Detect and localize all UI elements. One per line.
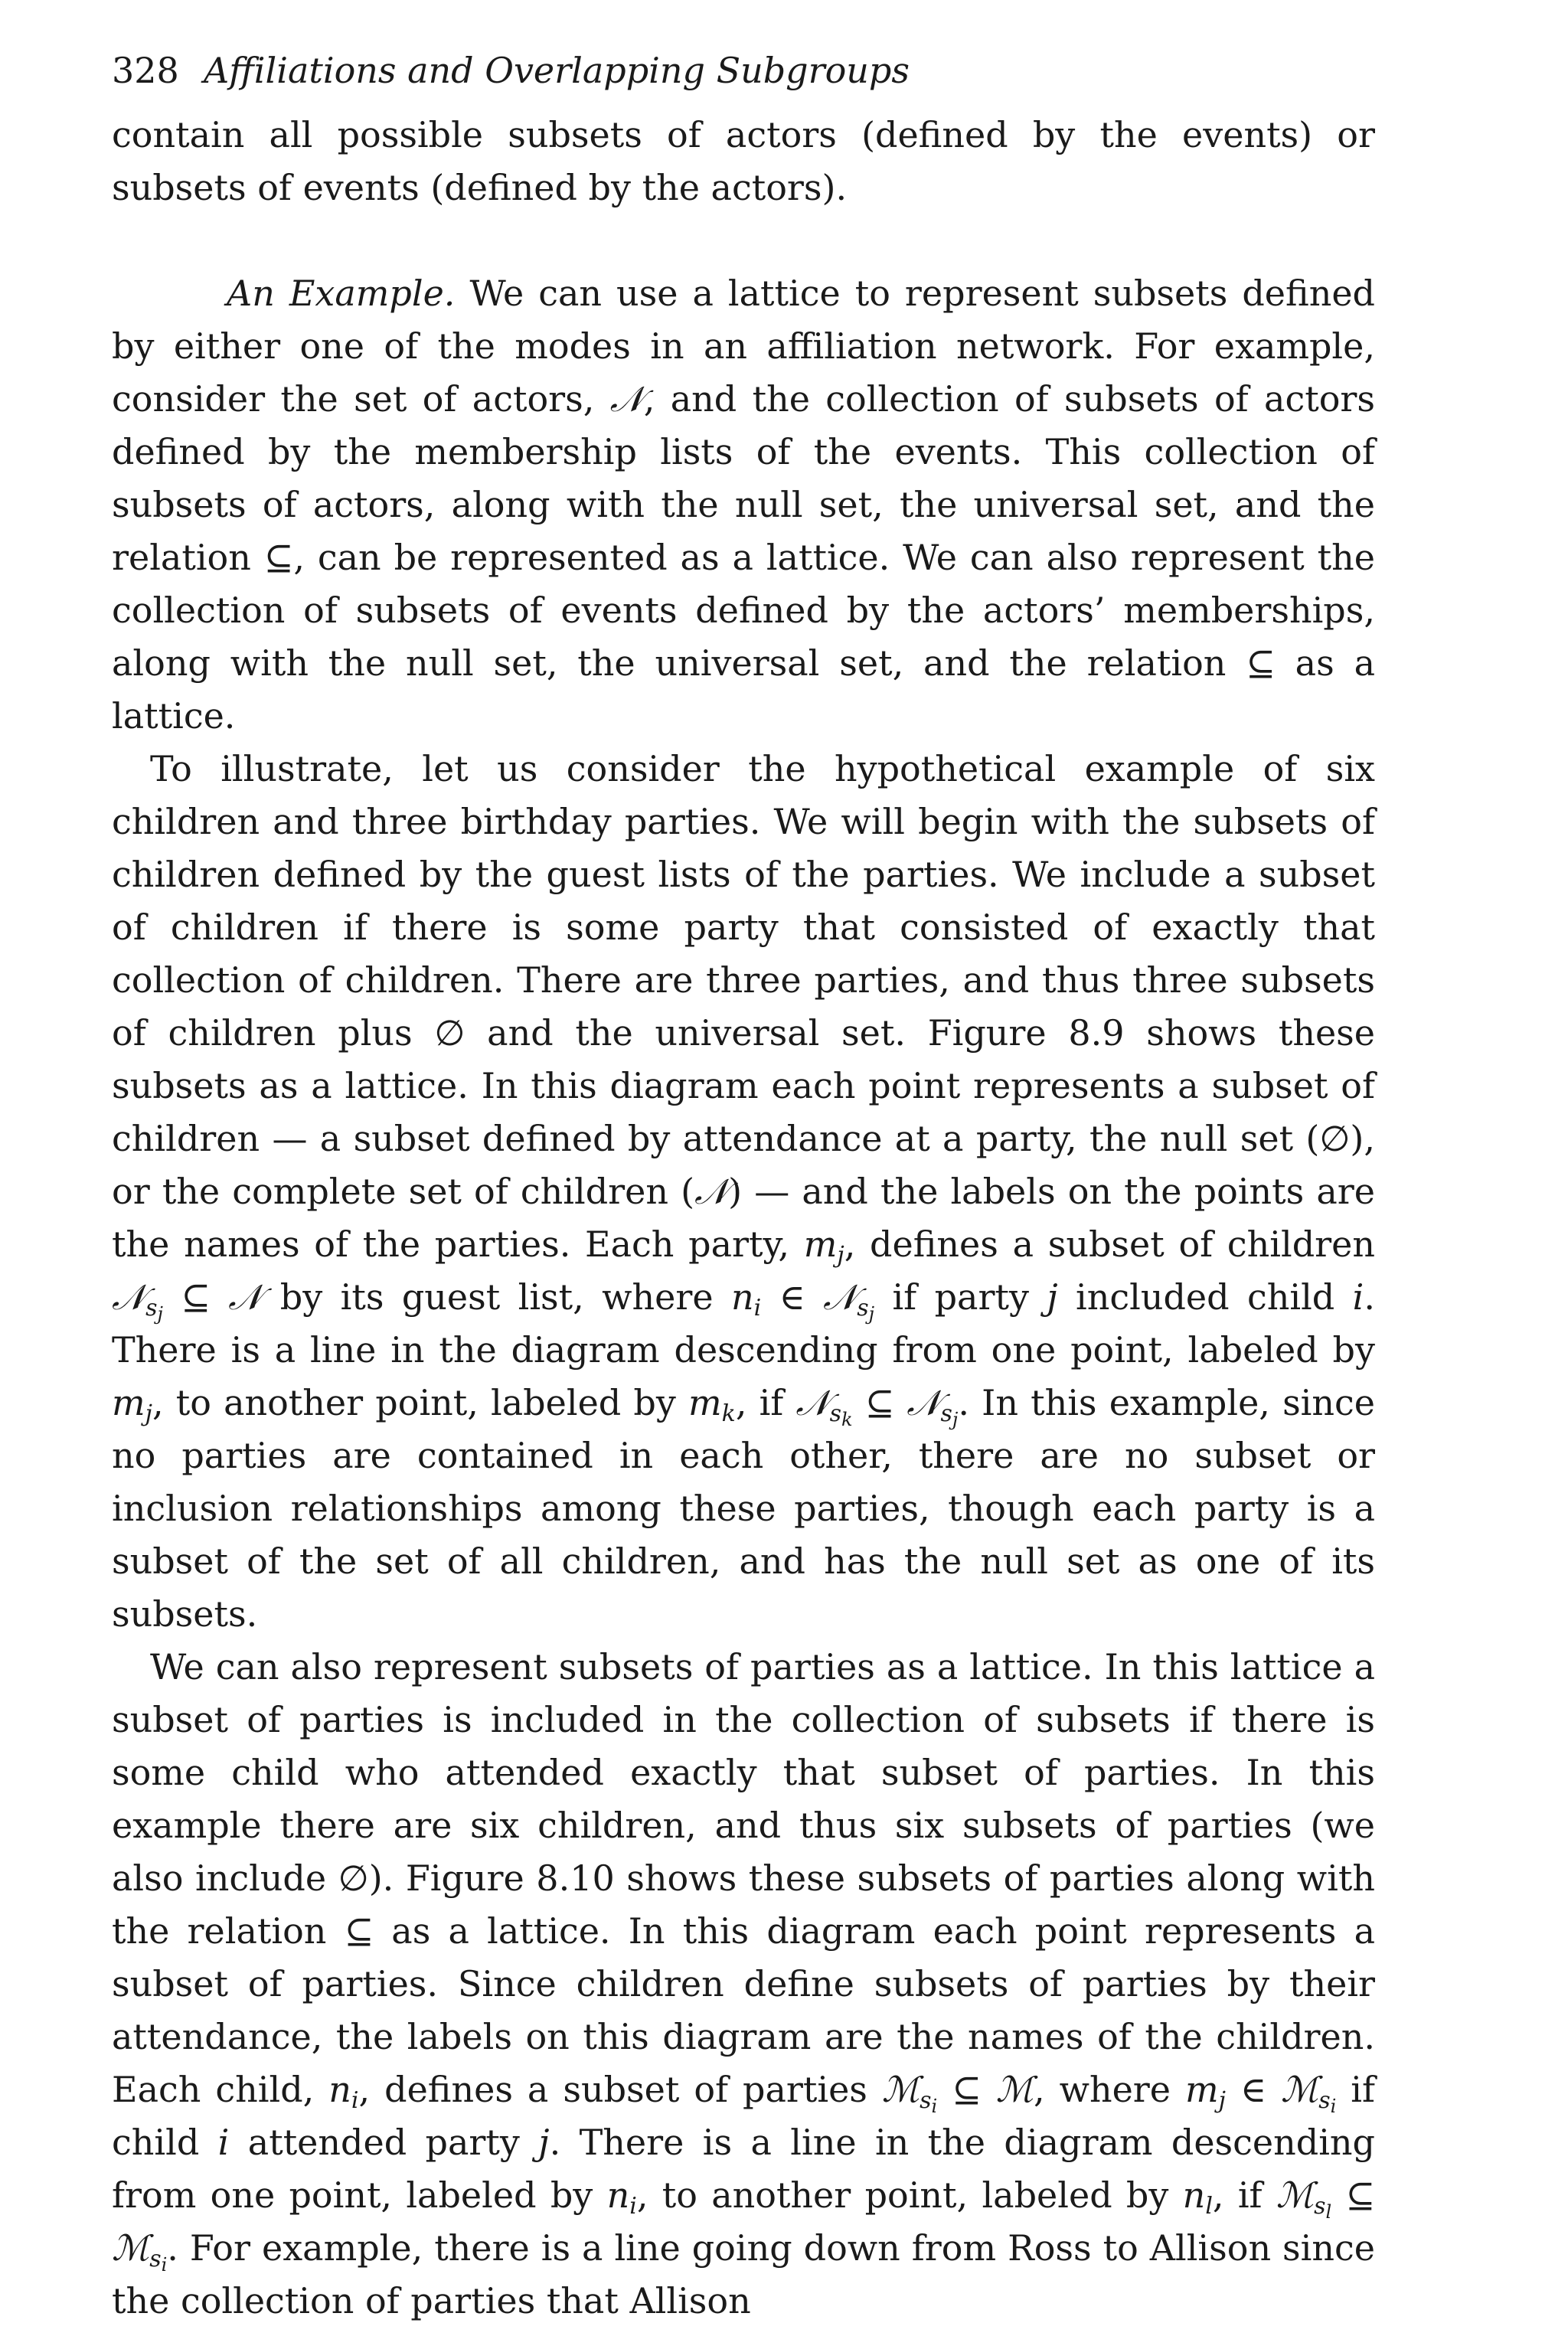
book-page [112,47,1375,2328]
paragraph-parties-lattice: We can also represent subsets of parties as a lattice. In this lattice a subset of parties is included in the collection of subsets if there is some child who attended exactly that subset of parties. In this example there are six children, and thus six subsets of parties (we also include ∅). Figure 8.10 shows these subsets of parties along with the relation ⊆ as a lattice. In this diagram each point represents a subset of parties. Since children define subsets of parties by their attendance, the labels on this diagram are the names of the children. Each child, $n_i$, defines a subset of parties ℳ$_{s_i}$ ⊆ ℳ, where $m_j$ ∈ ℳ$_{s_i}$ if child i attended party j. There is a line in the diagram descending from one point, labeled by $n_i$, to another point, labeled by $n_l$, if ℳ$_{s_l}$ ⊆ ℳ$_{s_i}$. For example, there is a line going down from Ross to Allison since the collection of parties that Allison [112,1646,1376,2321]
page-number: 328 [112,50,179,91]
example-lead: An Example. [227,273,456,314]
section-gap [112,214,1375,267]
running-header [112,47,1375,109]
paragraph-continuation: contain all possible subsets of actors (defined by the events) or subsets of events (defined by the actors). [112,114,1375,208]
paragraph-children-lattice: To illustrate, let us consider the hypothetical example of six children and three birthday parties. We will begin with the subsets of children defined by the guest lists of the parties. We include a subset of children if there is some party that consisted of exactly that collection of children. There are three parties, and thus three subsets of children plus ∅ and the universal set. Figure 8.9 shows these subsets as a lattice. In this diagram each point represents a subset of children — a subset defined by attendance at a party, the null set (∅), or the complete set of children (𝒩) — and the labels on the points are the names of the parties. Each party, $m_j$, defines a subset of children 𝒩$_{s_j}$ ⊆ 𝒩 by its guest list, where $n_i$ ∈ 𝒩$_{s_j}$ if party j included child i. There is a line in the diagram descending from one point, labeled by $m_j$, to another point, labeled by $m_k$, if 𝒩$_{s_k}$ ⊆ 𝒩$_{s_j}$. In this example, since no parties are contained in each other, there are no subset or inclusion relationships among these parties, though each party is a subset of the set of all children, and has the null set as one of its subsets. [112,748,1376,1635]
running-title: Affiliations and Overlapping Subgroups [204,50,910,91]
paragraph-example: An Example. We can use a lattice to represent subsets defined by either one of the modes in an affiliation network. For example, consider the set of actors, 𝒩, and the collection of subsets of actors defined by the membership lists of the events. This collection of subsets of actors, along with the null set, the universal set, and the relation ⊆, can be represented as a lattice. We can also represent the collection of subsets of events defined by the actors’ memberships, along with the null set, the universal set, and the relation ⊆ as a lattice. [112,273,1376,737]
